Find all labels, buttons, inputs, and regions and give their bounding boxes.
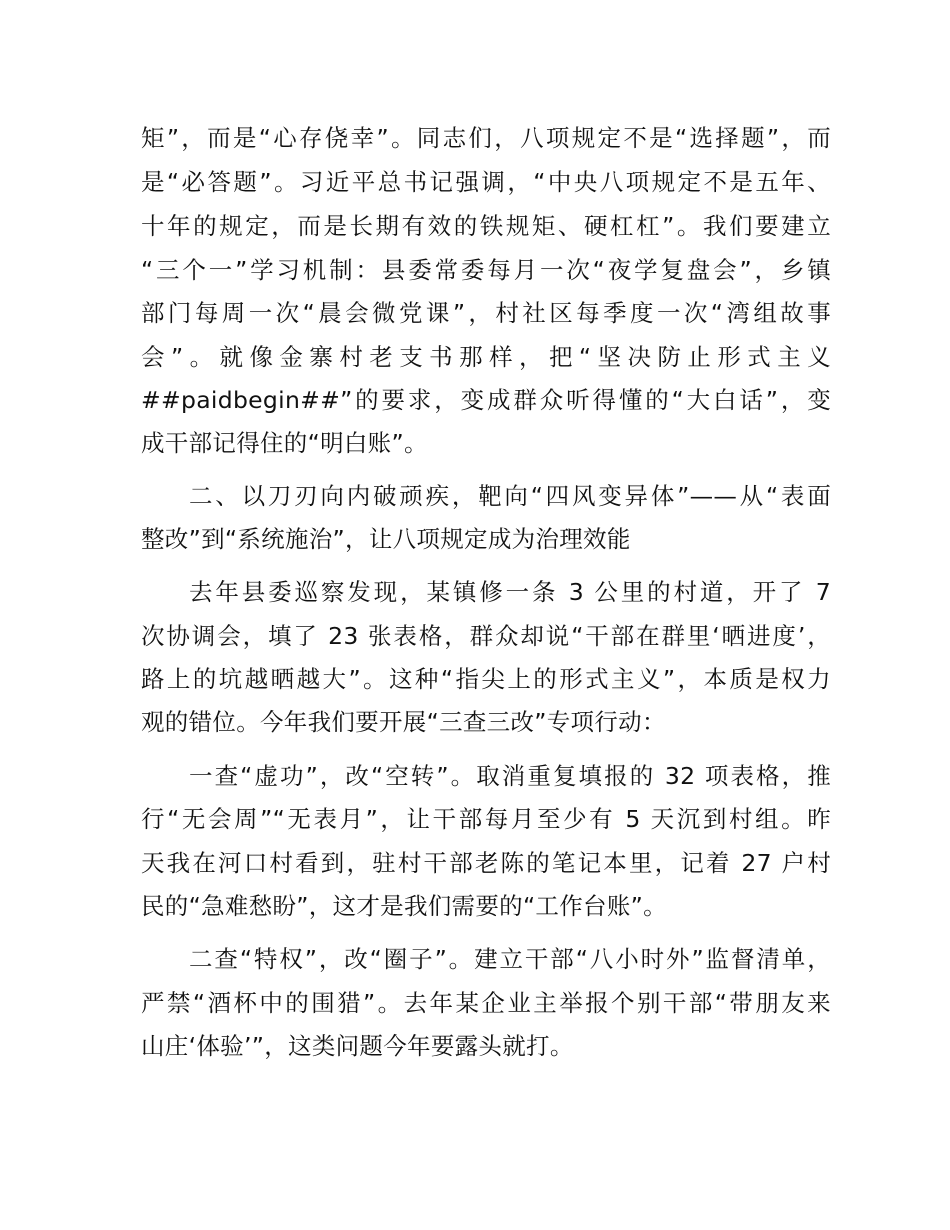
- text-line: 观的错位。今年我们要开展“三查三改”专项行动：: [141, 708, 666, 736]
- text-line: 部门每周一次“晨会微党课”，村社区每季度一次“湾组故事: [141, 299, 831, 327]
- text-line: 山庄‘体验’”，这类问题今年要露头就打。: [141, 1032, 574, 1060]
- section-heading-line: 二、以刀刃向内破顽疾，靶向“四风变异体”——从“表面: [189, 482, 831, 510]
- text-line: ##paidbegin##”的要求，变成群众听得懂的“大白话”，变: [141, 386, 831, 414]
- text-line: “三个一”学习机制：县委常委每月一次“夜学复盘会”，乡镇: [141, 256, 831, 284]
- section-heading-line: 整改”到“系统施治”，让八项规定成为治理效能: [141, 525, 631, 553]
- text-line: 去年县委巡察发现，某镇修一条 3 公里的村道，开了 7: [189, 578, 831, 606]
- text-line: 次协调会，填了 23 张表格，群众却说“干部在群里‘晒进度’，: [141, 622, 831, 650]
- text-line: 一查“虚功”，改“空转”。取消重复填报的 32 项表格，推: [189, 762, 831, 790]
- text-line: 矩”，而是“心存侥幸”。同志们，八项规定不是“选择题”，而: [141, 124, 831, 152]
- text-line: 十年的规定，而是长期有效的铁规矩、硬杠杠”。我们要建立: [141, 212, 831, 240]
- text-line: 严禁“酒杯中的围猎”。去年某企业主举报个别干部“带朋友来: [141, 989, 831, 1017]
- text-line: 路上的坑越晒越大”。这种“指尖上的形式主义”，本质是权力: [141, 665, 831, 693]
- text-line: 是“必答题”。习近平总书记强调，“中央八项规定不是五年、: [141, 168, 831, 196]
- text-line: 成干部记得住的“明白账”。: [141, 429, 428, 457]
- text-line: 行“无会周”“无表月”，让干部每月至少有 5 天沉到村组。昨: [141, 805, 831, 833]
- text-line: 民的“急难愁盼”，这才是我们需要的“工作台账”。: [141, 892, 667, 920]
- text-line: 天我在河口村看到，驻村干部老陈的笔记本里，记着 27 户村: [141, 849, 831, 877]
- text-line: 会”。就像金寨村老支书那样，把“坚决防止形式主义: [141, 343, 831, 371]
- text-line: 二查“特权”，改“圈子”。建立干部“八小时外”监督清单，: [189, 945, 831, 973]
